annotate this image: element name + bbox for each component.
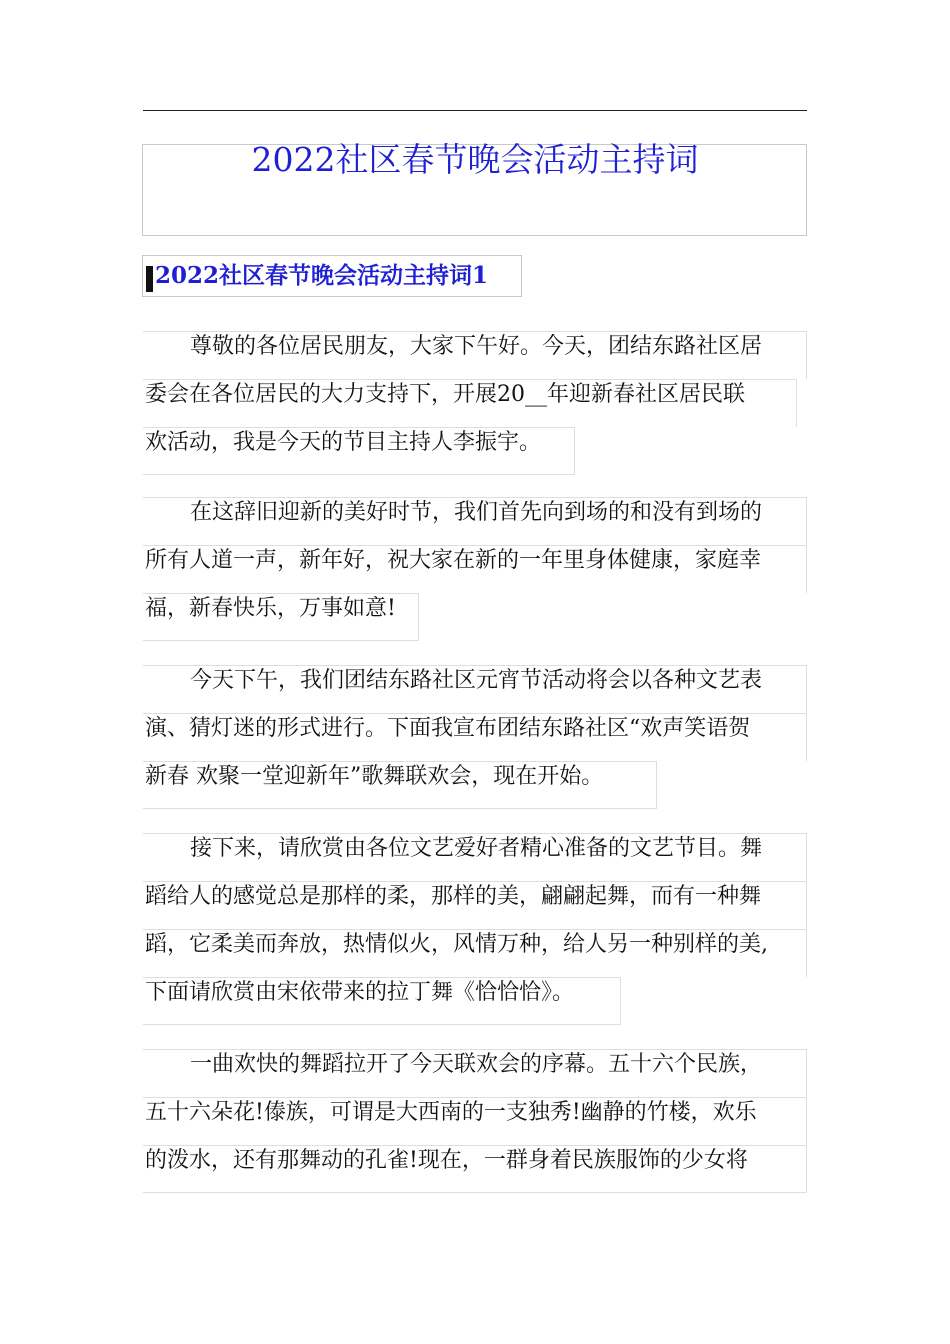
paragraph-line: 下面请欣赏由宋依带来的拉丁舞《恰恰恰》。 bbox=[145, 980, 575, 1005]
paragraph-line: 演、猜灯迷的形式进行。下面我宣布团结东路社区“欢声笑语贺 bbox=[145, 716, 751, 741]
paragraph-line: 尊敬的各位居民朋友，大家下午好。今天，团结东路社区居 bbox=[190, 334, 763, 359]
paragraph-line: 的泼水，还有那舞动的孔雀!现在，一群身着民族服饰的少女将 bbox=[145, 1148, 748, 1173]
paragraph-line: 所有人道一声，新年好，祝大家在新的一年里身体健康，家庭幸 bbox=[145, 548, 762, 573]
paragraph-line: 福，新春快乐，万事如意! bbox=[145, 596, 396, 621]
paragraph-line: 一曲欢快的舞蹈拉开了今天联欢会的序幕。五十六个民族， bbox=[190, 1052, 763, 1077]
paragraph-line: 五十六朵花!傣族，可谓是大西南的一支独秀!幽静的竹楼，欢乐 bbox=[145, 1100, 757, 1125]
paragraph-line: 蹈给人的感觉总是那样的柔，那样的美，翩翩起舞，而有一种舞 bbox=[145, 884, 762, 909]
header-rule bbox=[143, 110, 807, 111]
document-title: 2022社区春节晚会活动主持词 bbox=[251, 140, 699, 179]
heading-bullet-marker bbox=[146, 266, 153, 292]
paragraph-line: 蹈，它柔美而奔放，热情似火，风情万种，给人另一种别样的美, bbox=[145, 932, 768, 957]
paragraph-line: 新春 欢聚一堂迎新年”歌舞联欢会，现在开始。 bbox=[145, 764, 604, 789]
paragraph-line: 今天下午，我们团结东路社区元宵节活动将会以各种文艺表 bbox=[190, 668, 763, 693]
paragraph-line: 欢活动，我是今天的节目主持人李振宇。 bbox=[145, 430, 542, 455]
paragraph-line: 委会在各位居民的大力支持下，开展20__年迎新春社区居民联 bbox=[145, 382, 745, 407]
paragraph-line: 在这辞旧迎新的美好时节，我们首先向到场的和没有到场的 bbox=[190, 500, 763, 525]
section-heading: 2022社区春节晚会活动主持词1 bbox=[155, 262, 489, 289]
paragraph-line: 接下来，请欣赏由各位文艺爱好者精心准备的文艺节目。舞 bbox=[190, 836, 763, 861]
